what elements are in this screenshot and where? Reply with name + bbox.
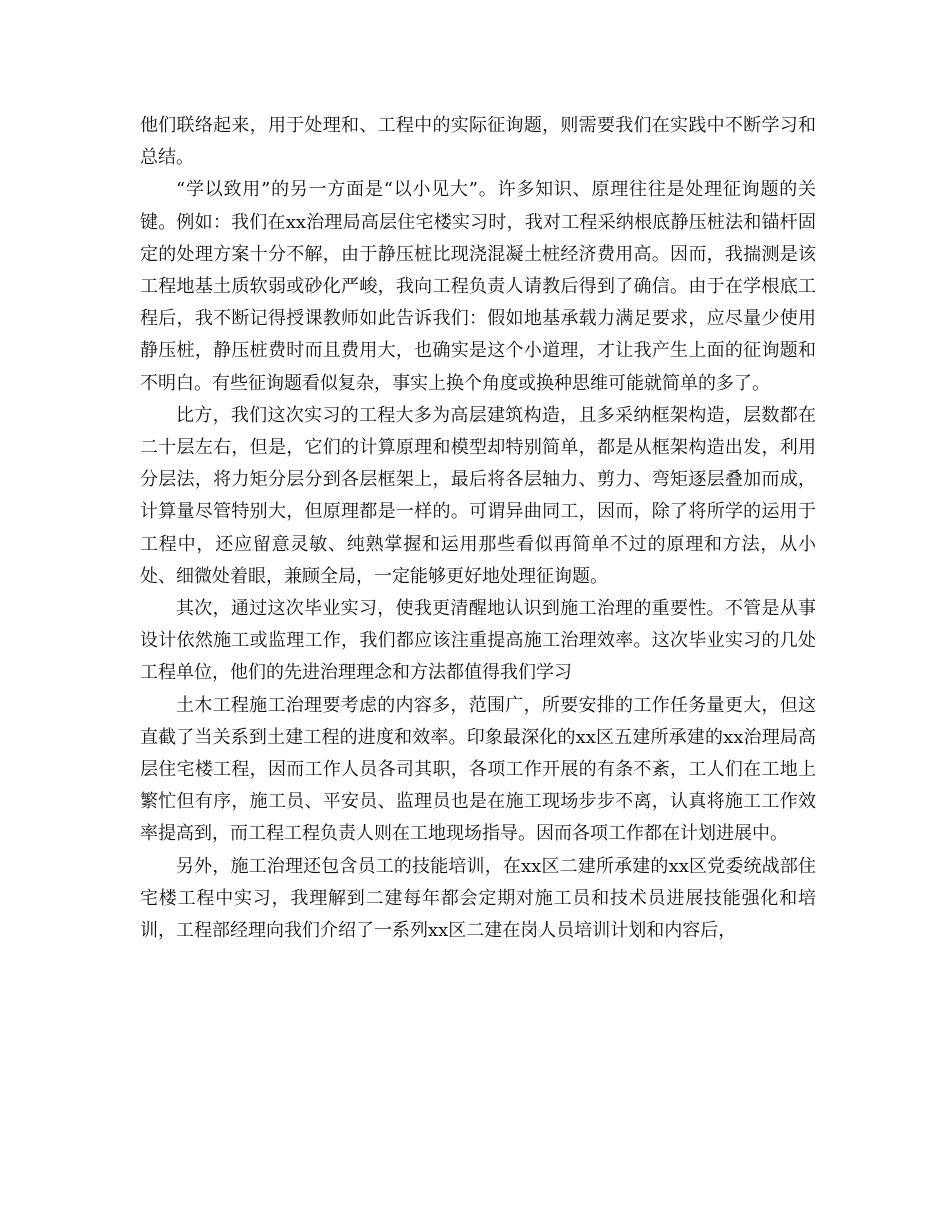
paragraph-1: 他们联络起来，用于处理和、工程中的实际征询题，则需要我们在实践中不断学习和总结。 bbox=[140, 115, 816, 169]
paragraph-3: 比方，我们这次实习的工程大多为高层建筑构造，且多采纳框架构造，层数都在二十层左右，但是，它们的计算原理和模型却特别简单，都是从框架构造出发，利用分层法，将力矩分层分到各层框架上，最后将各层轴力、剪力、弯矩逐层叠加而成，计算量尽管特别大，但原理都是一样的。可谓异曲同工，因而，除了将所学的运用于工程中，还应留意灵敏、纯熟掌握和运用那些看似再简单不过的原理和方法，从小处、细微处着眼，兼顾全局，一定能够更好地处理征询题。 bbox=[140, 404, 816, 587]
paragraph-5: 土木工程施工治理要考虑的内容多，范围广，所要安排的工作任务量更大，但这直截了当关系到土建工程的进度和效率。印象最深化的xx区五建所承建的xx治理局高层住宅楼工程，因而工作人员各司其职，各项工作开展的有条不紊，工人们在工地上繁忙但有序，施工员、平安员、监理员也是在施工现场步步不离，认真将施工工作效率提高到，而工程工程负责人则在工地现场指导。因而各项工作都在计划进展中。 bbox=[140, 694, 816, 845]
paragraph-6: 另外，施工治理还包含员工的技能培训，在xx区二建所承建的xx区党委统战部住宅楼工程中实习，我理解到二建每年都会定期对施工员和技术员进展技能强化和培训，工程部经理向我们介绍了一系列xx区二建在岗人员培训计划和内容后， bbox=[140, 855, 816, 942]
document-body bbox=[140, 110, 816, 947]
paragraph-4: 其次，通过这次毕业实习，使我更清醒地认识到施工治理的重要性。不管是从事设计依然施工或监理工作，我们都应该注重提高施工治理效率。这次毕业实习的几处工程单位，他们的先进治理理念和方法都值得我们学习 bbox=[140, 598, 816, 684]
paragraph-2: “学以致用”的另一方面是“以小见大”。许多知识、原理往往是处理征询题的关键。例如：我们在xx治理局高层住宅楼实习时，我对工程采纳根底静压桩法和锚杆固定的处理方案十分不解，由于静压桩比现浇混凝土桩经济费用高。因而，我揣测是该工程地基土质软弱或砂化严峻，我向工程负责人请教后得到了确信。由于在学根底工程后，我不断记得授课教师如此告诉我们：假如地基承载力满足要求，应尽量少使用静压桩，静压桩费时而且费用大，也确实是这个小道理，才让我产生上面的征询题和不明白。有些征询题看似复杂，事实上换个角度或换种思维可能就简单的多了。 bbox=[140, 179, 816, 394]
